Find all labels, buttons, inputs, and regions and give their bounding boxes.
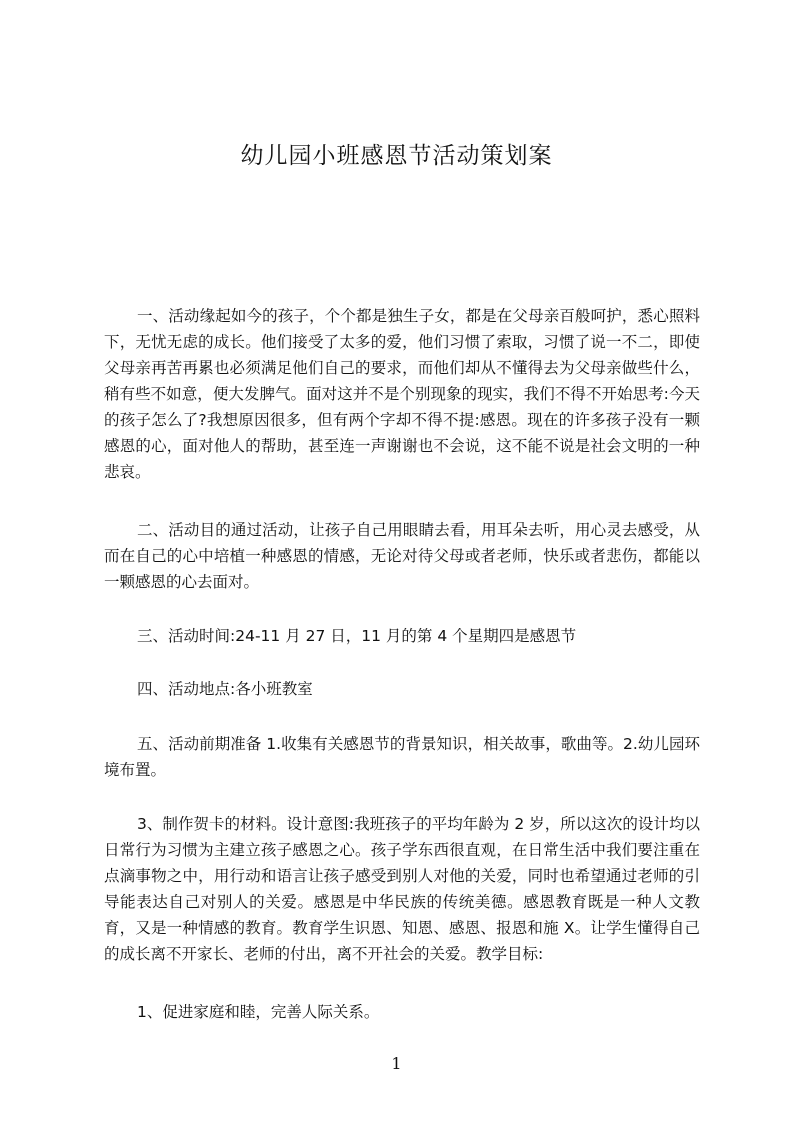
paragraph-activity-location: 四、活动地点:各小班教室 (137, 679, 313, 698)
paragraph-design-intent: 3、制作贺卡的材料。设计意图:我班孩子的平均年龄为 2 岁，所以这次的设计均以日常行为习惯为主建立孩子感恩之心。孩子学东西很直观，在日常生活中我们要注重在点滴事物之中，用行动和语言让孩子感受到别人对他的关爱，同时也希望通过老师的引导能表达自己对别人的关爱。感恩是中华民族的传统美德。感恩教育既是一种人文教育，又是一种情感的教育。教育学生识恩、知恩、感恩、报恩和施 X。让学生懂得自己的成长离不开家长、老师的付出，离不开社会的关爱。教学目标: (104, 814, 700, 963)
paragraph-activity-purpose: 二、活动目的通过活动，让孩子自己用眼睛去看，用耳朵去听，用心灵去感受，从而在自己的心中培植一种感恩的情感，无论对待父母或者老师，快乐或者悲伤，都能以一颗感恩的心去面对。 (104, 520, 700, 591)
document-title: 幼儿园小班感恩节活动策划案 (240, 143, 553, 169)
paragraph-activity-origin: 一、活动缘起如今的孩子，个个都是独生子女，都是在父母亲百般呵护，悉心照料下，无忧无虑的成长。他们接受了太多的爱，他们习惯了索取，习惯了说一不二，即使父母亲再苦再累也必须满足他们自己的要求，而他们却从不懂得去为父母亲做些什么，稍有些不如意，便大发脾气。面对这并不是个别现象的现实，我们不得不开始思考:今天的孩子怎么了?我想原因很多，但有两个字却不得不提:感恩。现在的许多孩子没有一颗感恩的心，面对他人的帮助，甚至连一声谢谢也不会说，这不能不说是社会文明的一种悲哀。 (104, 306, 700, 481)
paragraph-teaching-goal-1: 1、促进家庭和睦，完善人际关系。 (137, 1002, 380, 1021)
paragraph-preparation: 五、活动前期准备 1.收集有关感恩节的背景知识，相关故事，歌曲等。2.幼儿园环境布置。 (104, 734, 700, 779)
paragraph-activity-time: 三、活动时间:24-11 月 27 日，11 月的第 4 个星期四是感恩节 (137, 626, 577, 645)
page-number: 1 (391, 1054, 402, 1073)
